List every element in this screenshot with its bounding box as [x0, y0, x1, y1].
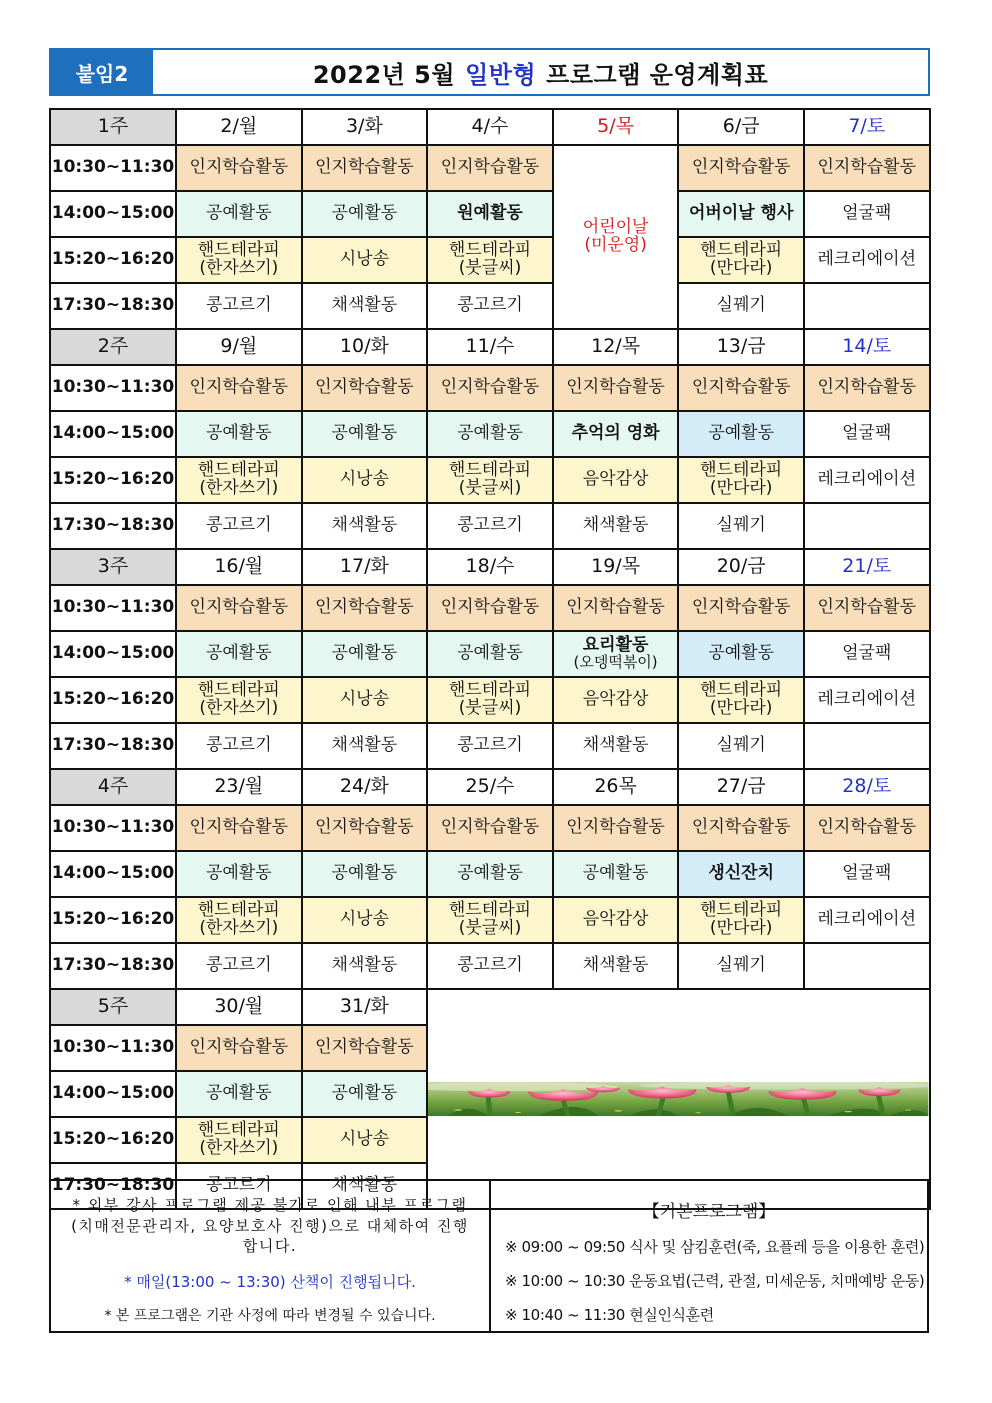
day-header: 18/수 [427, 549, 553, 585]
day-header: 25/수 [427, 769, 553, 805]
time-slot: 17:30~18:30 [50, 1163, 176, 1209]
activity-line: (만다라) [709, 918, 773, 938]
time-slot: 14:00~15:00 [50, 1071, 176, 1117]
activity-cell: 인지학습활동 [176, 145, 302, 191]
activity-line: 핸드테라피 [700, 900, 783, 921]
day-header: 17/화 [302, 549, 428, 585]
activity-cell: 인지학습활동 [427, 585, 553, 631]
empty-cell [804, 943, 930, 989]
activity-line: 핸드테라피 [197, 680, 280, 701]
week4-day-header [50, 769, 930, 805]
time-slot: 14:00~15:00 [50, 631, 176, 677]
note-walk: * 매일(13:00 ~ 13:30) 산책이 진행됩니다. [124, 1273, 416, 1292]
day-header: 26목 [553, 769, 679, 805]
activity-cell [176, 897, 302, 943]
week3-row-3 [50, 677, 930, 723]
basic-program-item: ※ 09:00 ~ 09:50 식사 및 삼킴훈련(죽, 요플레 등을 이용한 훈련) [505, 1238, 925, 1256]
activity-cell: 공예활동 [553, 851, 679, 897]
activity-cell: 인지학습활동 [678, 585, 804, 631]
activity-cell: 채색활동 [553, 943, 679, 989]
week1-row-2 [50, 191, 930, 237]
activity-line: 핸드테라피 [197, 240, 280, 261]
activity-cell: 얼굴팩 [804, 411, 930, 457]
basic-program-item: ※ 10:00 ~ 10:30 운동요법(근력, 관절, 미세운동, 치매예방 운동) [505, 1272, 925, 1290]
activity-cell [427, 897, 553, 943]
week4-row-4 [50, 943, 930, 989]
activity-cell: 인지학습활동 [804, 805, 930, 851]
week-label: 1주 [50, 109, 176, 145]
activity-cell: 공예활동 [176, 851, 302, 897]
activity-line: (한자쓰기) [199, 1138, 279, 1158]
title-date: 2022년 5월 [312, 60, 456, 89]
empty-cell [804, 723, 930, 769]
title-highlight: 일반형 [465, 60, 537, 89]
activity-cell: 콩고르기 [176, 943, 302, 989]
week-label: 5주 [50, 989, 176, 1025]
activity-cell: 얼굴팩 [804, 851, 930, 897]
activity-cell: 채색활동 [302, 503, 428, 549]
tulip-photo [427, 989, 929, 1209]
time-slot: 10:30~11:30 [50, 1025, 176, 1071]
time-slot: 17:30~18:30 [50, 943, 176, 989]
activity-cell: 인지학습활동 [804, 585, 930, 631]
week4-row-3 [50, 897, 930, 943]
activity-cell: 채색활동 [553, 503, 679, 549]
day-header-saturday: 14/토 [804, 329, 930, 365]
day-header: 10/화 [302, 329, 428, 365]
activity-cell-special [553, 631, 679, 677]
activity-cell [678, 897, 804, 943]
time-slot: 14:00~15:00 [50, 851, 176, 897]
activity-cell: 실꿰기 [678, 283, 804, 329]
activity-line: 핸드테라피 [700, 680, 783, 701]
day-header: 11/수 [427, 329, 553, 365]
activity-cell: 채색활동 [553, 723, 679, 769]
activity-cell: 인지학습활동 [427, 365, 553, 411]
activity-cell: 공예활동 [678, 631, 804, 677]
week2-row-4 [50, 503, 930, 549]
week1-row-3 [50, 237, 930, 283]
activity-cell: 실꿰기 [678, 723, 804, 769]
activity-cell: 공예활동 [427, 631, 553, 677]
week3-row-2 [50, 631, 930, 677]
empty-cell [804, 283, 930, 329]
activity-line: (한자쓰기) [199, 478, 279, 498]
activity-cell: 실꿰기 [678, 503, 804, 549]
activity-cell: 레크리에이션 [804, 457, 930, 503]
activity-cell: 콩고르기 [427, 943, 553, 989]
week4-row-2 [50, 851, 930, 897]
attachment-tag: 붙임2 [51, 50, 153, 94]
activity-line: (만다라) [709, 478, 773, 498]
activity-line: (만다라) [709, 698, 773, 718]
activity-cell: 인지학습활동 [553, 805, 679, 851]
day-header: 3/화 [302, 109, 428, 145]
week2-row-3 [50, 457, 930, 503]
activity-cell: 콩고르기 [427, 503, 553, 549]
activity-cell: 콩고르기 [176, 723, 302, 769]
activity-cell: 공예활동 [302, 411, 428, 457]
activity-cell: 콩고르기 [427, 723, 553, 769]
activity-cell: 공예활동 [176, 191, 302, 237]
activity-cell: 콩고르기 [176, 283, 302, 329]
activity-line: (오뎅떡볶이) [573, 653, 658, 672]
day-header: 20/금 [678, 549, 804, 585]
day-header-saturday: 28/토 [804, 769, 930, 805]
basic-program [491, 1181, 927, 1331]
time-slot: 15:20~16:20 [50, 677, 176, 723]
activity-cell: 인지학습활동 [804, 145, 930, 191]
activity-line: 요리활동 [582, 635, 649, 656]
time-slot: 17:30~18:30 [50, 283, 176, 329]
day-header: 31/화 [302, 989, 428, 1025]
activity-cell: 콩고르기 [427, 283, 553, 329]
activity-cell: 인지학습활동 [302, 585, 428, 631]
tulip-flowers-photo [428, 1082, 928, 1116]
activity-cell: 얼굴팩 [804, 631, 930, 677]
activity-line: 핸드테라피 [197, 900, 280, 921]
activity-line: 핸드테라피 [448, 900, 532, 921]
activity-cell [176, 237, 302, 283]
day-header-holiday: 5/목 [553, 109, 679, 145]
week5-day-header [50, 989, 930, 1025]
activity-line: (붓글씨) [458, 478, 522, 498]
time-slot: 17:30~18:30 [50, 723, 176, 769]
day-header: 16/월 [176, 549, 302, 585]
week2-row-1 [50, 365, 930, 411]
activity-cell: 레크리에이션 [804, 897, 930, 943]
activity-cell-special: 생신잔치 [678, 851, 804, 897]
activity-cell: 인지학습활동 [302, 145, 428, 191]
time-slot: 10:30~11:30 [50, 365, 176, 411]
activity-cell: 음악감상 [553, 897, 679, 943]
time-slot: 10:30~11:30 [50, 805, 176, 851]
week2-day-header [50, 329, 930, 365]
activity-cell: 얼굴팩 [804, 191, 930, 237]
day-header: 2/월 [176, 109, 302, 145]
week1-row-4 [50, 283, 930, 329]
activity-cell: 인지학습활동 [176, 1025, 302, 1071]
activity-cell: 인지학습활동 [302, 365, 428, 411]
activity-cell [678, 677, 804, 723]
activity-cell: 채색활동 [302, 943, 428, 989]
activity-cell [427, 457, 553, 503]
day-header-saturday: 21/토 [804, 549, 930, 585]
title-rest: 프로그램 운영계획표 [546, 60, 769, 89]
holiday-note: (미운영) [584, 235, 647, 255]
activity-line: (한자쓰기) [199, 258, 279, 278]
activity-line: (붓글씨) [458, 698, 522, 718]
day-header: 4/수 [427, 109, 553, 145]
week3-row-1 [50, 585, 930, 631]
time-slot: 14:00~15:00 [50, 191, 176, 237]
week-label: 3주 [50, 549, 176, 585]
activity-line: 핸드테라피 [197, 460, 280, 481]
activity-cell: 인지학습활동 [678, 145, 804, 191]
week2-row-2 [50, 411, 930, 457]
activity-cell: 인지학습활동 [678, 365, 804, 411]
day-header: 23/월 [176, 769, 302, 805]
day-header: 24/화 [302, 769, 428, 805]
week1-row-1 [50, 145, 930, 191]
activity-cell [678, 237, 804, 283]
activity-cell: 콩고르기 [176, 1163, 302, 1209]
activity-cell: 채색활동 [302, 1163, 428, 1209]
activity-cell: 인지학습활동 [427, 145, 553, 191]
activity-cell: 공예활동 [176, 631, 302, 677]
activity-cell: 인지학습활동 [302, 805, 428, 851]
schedule-table [49, 108, 931, 1210]
activity-cell: 인지학습활동 [427, 805, 553, 851]
activity-cell: 공예활동 [176, 411, 302, 457]
day-header-saturday: 7/토 [804, 109, 930, 145]
activity-cell: 인지학습활동 [176, 805, 302, 851]
activity-cell [427, 677, 553, 723]
week-label: 2주 [50, 329, 176, 365]
activity-cell: 공예활동 [302, 191, 428, 237]
activity-cell: 시낭송 [302, 897, 428, 943]
time-slot: 17:30~18:30 [50, 503, 176, 549]
activity-cell: 인지학습활동 [176, 365, 302, 411]
time-slot: 10:30~11:30 [50, 145, 176, 191]
activity-cell: 음악감상 [553, 677, 679, 723]
activity-cell: 공예활동 [302, 631, 428, 677]
time-slot: 15:20~16:20 [50, 897, 176, 943]
day-header: 6/금 [678, 109, 804, 145]
activity-line: (붓글씨) [458, 918, 522, 938]
holiday-name: 어린이날 [582, 217, 649, 238]
note-internal-program: * 외부 강사 프로그램 제공 불가로 인해 내부 프로그램(치매전문관리자, 요양보호사 진행)으로 대체하여 진행합니다. [71, 1196, 469, 1256]
activity-line: 핸드테라피 [448, 240, 532, 261]
activity-cell: 콩고르기 [176, 503, 302, 549]
activity-cell: 채색활동 [302, 283, 428, 329]
activity-line: 핸드테라피 [197, 1120, 280, 1141]
week3-day-header [50, 549, 930, 585]
activity-line: (한자쓰기) [199, 918, 279, 938]
activity-cell: 공예활동 [176, 1071, 302, 1117]
week3-row-4 [50, 723, 930, 769]
activity-cell: 레크리에이션 [804, 677, 930, 723]
activity-cell-special: 원예활동 [427, 191, 553, 237]
document-header [49, 48, 930, 96]
time-slot: 10:30~11:30 [50, 585, 176, 631]
activity-cell: 음악감상 [553, 457, 679, 503]
activity-cell [176, 1117, 302, 1163]
day-header: 30/월 [176, 989, 302, 1025]
activity-cell: 실꿰기 [678, 943, 804, 989]
activity-line: 핸드테라피 [448, 460, 532, 481]
basic-program-title: 【기본프로그램】 [642, 1202, 776, 1222]
activity-line: (만다라) [709, 258, 773, 278]
time-slot: 15:20~16:20 [50, 1117, 176, 1163]
holiday-cell [553, 145, 679, 329]
time-slot: 14:00~15:00 [50, 411, 176, 457]
activity-cell: 인지학습활동 [553, 365, 679, 411]
week4-row-1 [50, 805, 930, 851]
activity-line: 핸드테라피 [700, 460, 783, 481]
activity-cell: 인지학습활동 [176, 585, 302, 631]
activity-cell [678, 457, 804, 503]
day-header: 13/금 [678, 329, 804, 365]
activity-cell: 공예활동 [427, 851, 553, 897]
activity-cell: 인지학습활동 [553, 585, 679, 631]
activity-cell: 시낭송 [302, 457, 428, 503]
activity-cell-special: 어버이날 행사 [678, 191, 804, 237]
notes-box [49, 1179, 929, 1333]
note-change: * 본 프로그램은 기관 사정에 따라 변경될 수 있습니다. [104, 1308, 436, 1325]
activity-cell: 채색활동 [302, 723, 428, 769]
activity-cell: 공예활동 [302, 1071, 428, 1117]
notes-left [51, 1181, 491, 1331]
activity-line: (붓글씨) [458, 258, 522, 278]
activity-cell [427, 237, 553, 283]
time-slot: 15:20~16:20 [50, 237, 176, 283]
activity-cell: 공예활동 [678, 411, 804, 457]
activity-cell: 공예활동 [427, 411, 553, 457]
activity-cell: 인지학습활동 [302, 1025, 428, 1071]
page-title [153, 50, 928, 94]
day-header: 12/목 [553, 329, 679, 365]
activity-cell: 공예활동 [302, 851, 428, 897]
activity-cell: 인지학습활동 [678, 805, 804, 851]
activity-line: 핸드테라피 [448, 680, 532, 701]
activity-line: (한자쓰기) [199, 698, 279, 718]
week-label: 4주 [50, 769, 176, 805]
empty-cell [804, 503, 930, 549]
activity-cell: 레크리에이션 [804, 237, 930, 283]
time-slot: 15:20~16:20 [50, 457, 176, 503]
activity-cell: 시낭송 [302, 237, 428, 283]
day-header: 9/월 [176, 329, 302, 365]
activity-cell: 시낭송 [302, 677, 428, 723]
activity-cell [176, 677, 302, 723]
basic-program-item: ※ 10:40 ~ 11:30 현실인식훈련 [505, 1306, 714, 1324]
activity-line: 핸드테라피 [700, 240, 783, 261]
week1-day-header [50, 109, 930, 145]
activity-cell: 인지학습활동 [804, 365, 930, 411]
activity-cell [176, 457, 302, 503]
day-header: 19/목 [553, 549, 679, 585]
day-header: 27/금 [678, 769, 804, 805]
activity-cell-special: 추억의 영화 [553, 411, 679, 457]
activity-cell: 시낭송 [302, 1117, 428, 1163]
